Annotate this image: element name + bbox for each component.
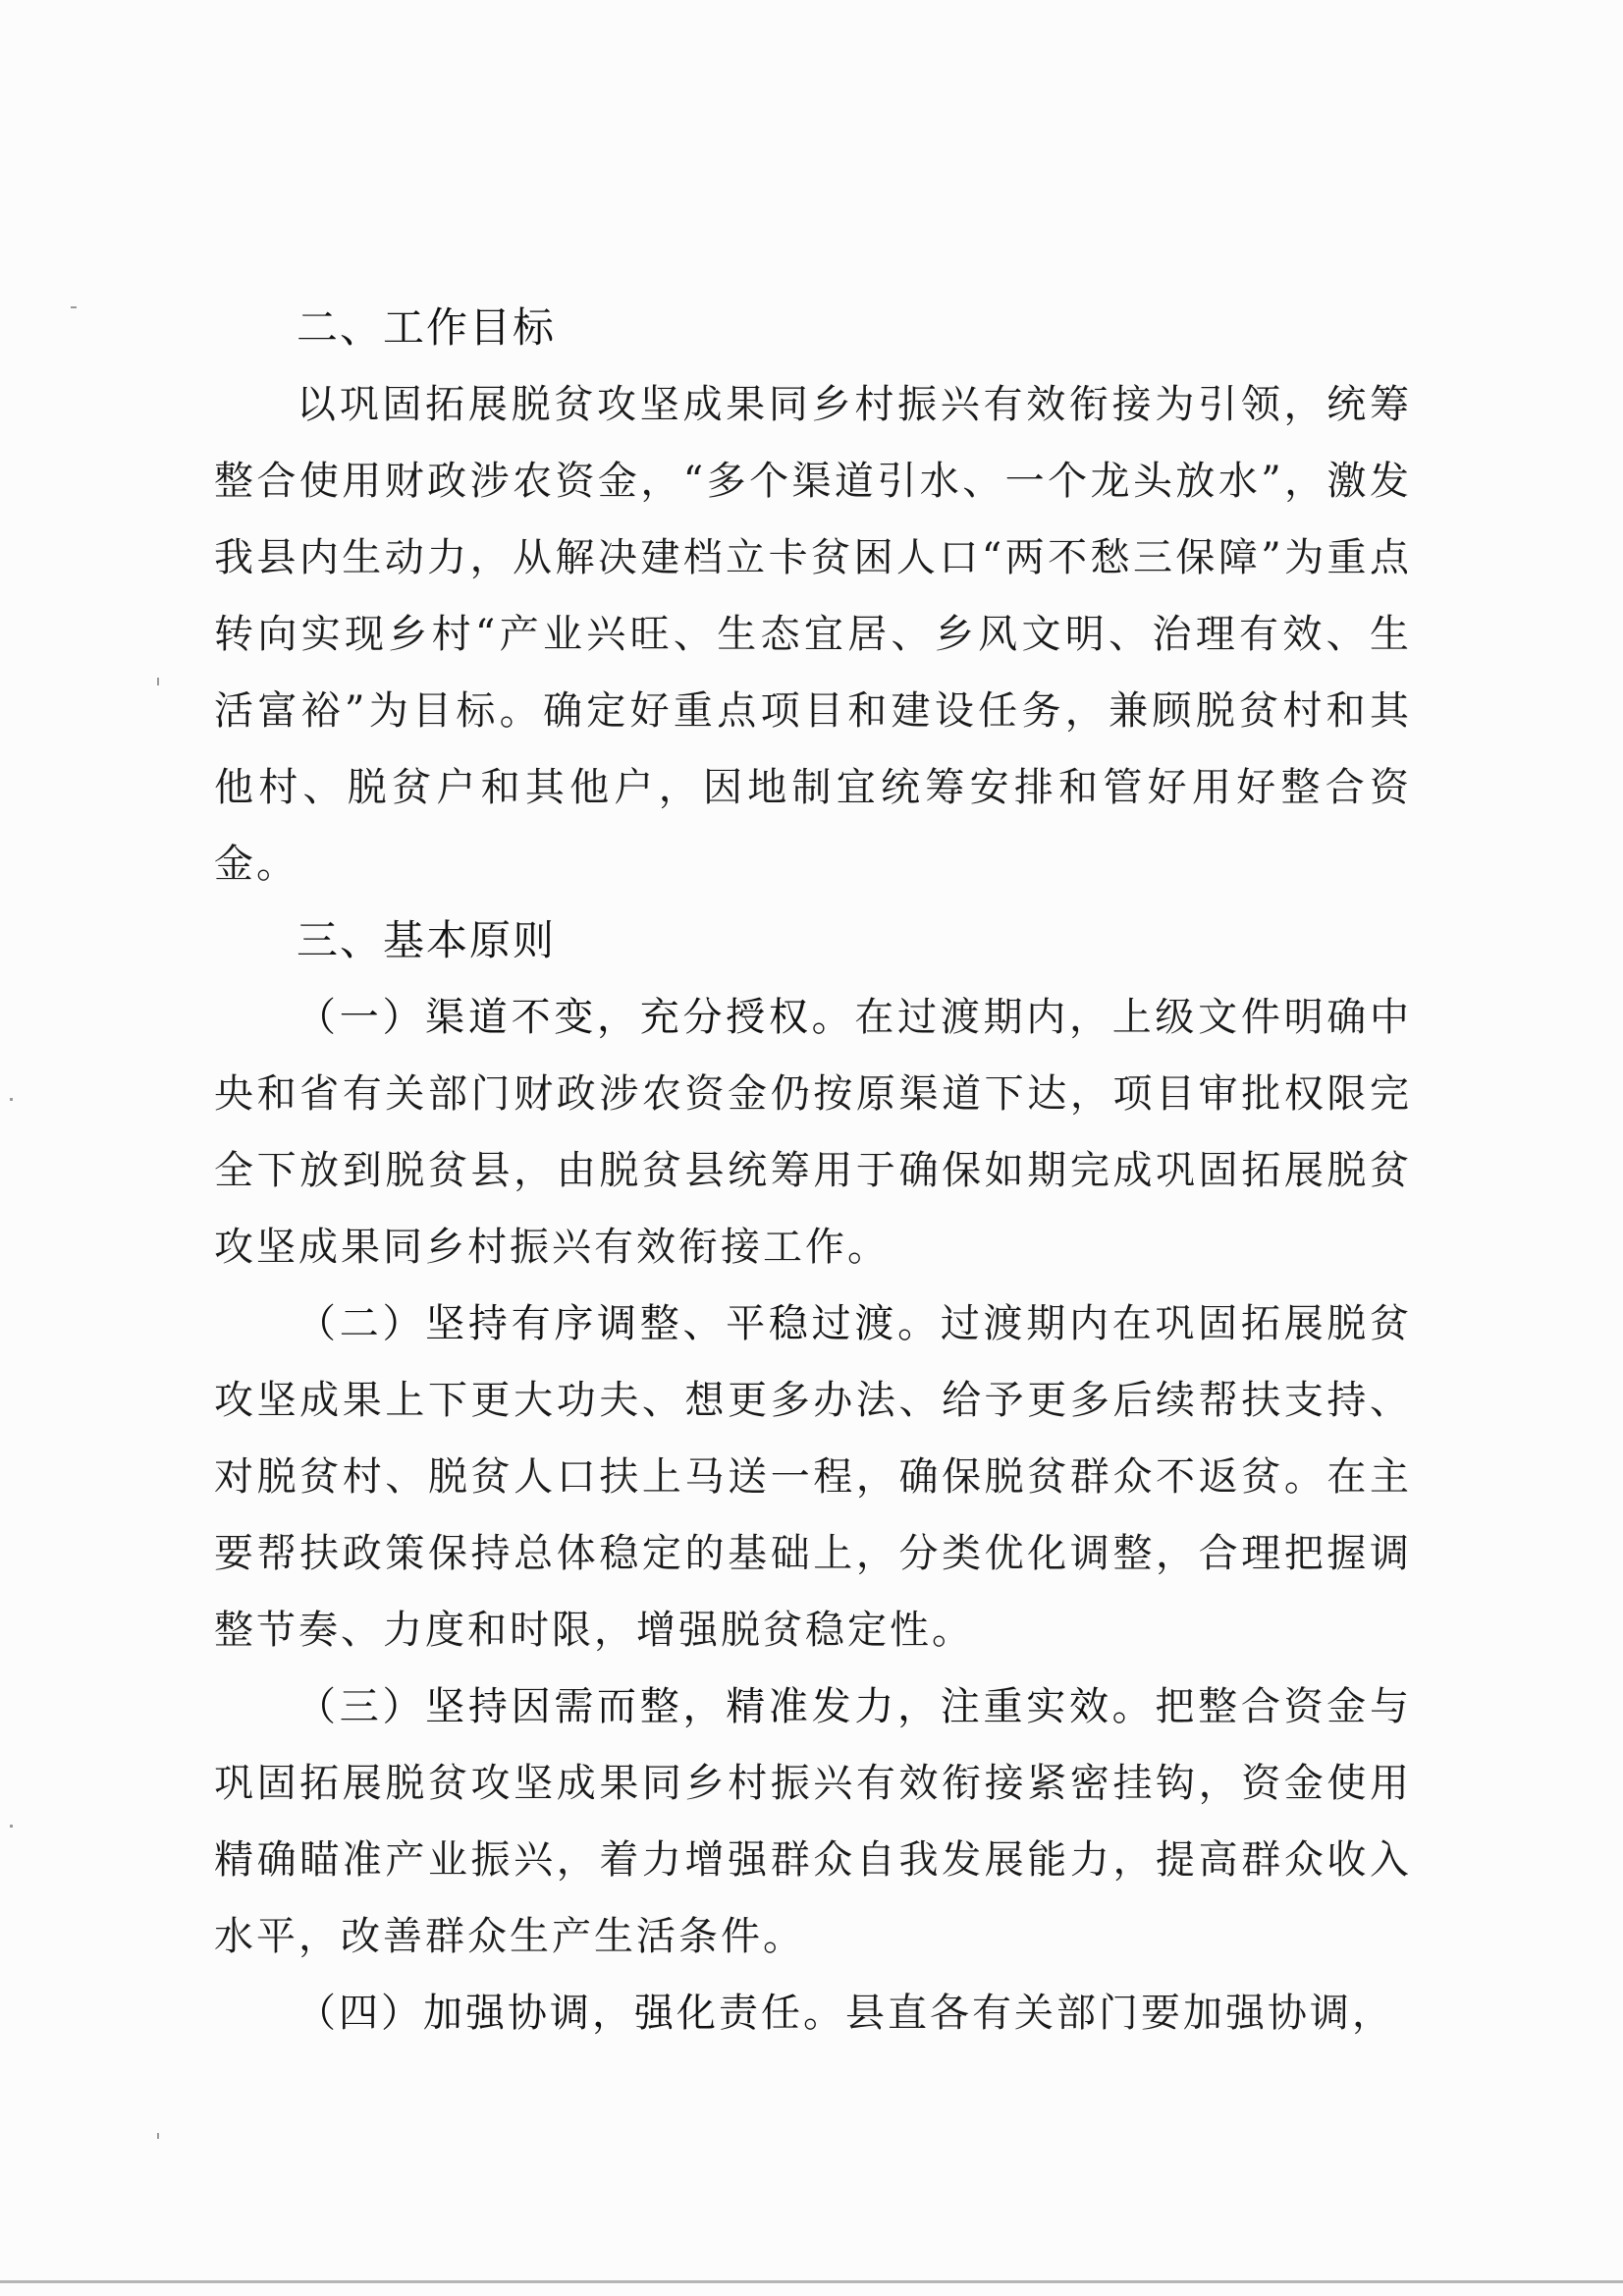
scan-mark [157, 2133, 159, 2139]
principle-1-lead: （一）渠道不变，充分授权。 [297, 995, 855, 1040]
paragraph-principle-4 [214, 1975, 1412, 2051]
paragraph-work-goals [214, 366, 1412, 902]
document-body [214, 290, 1412, 2051]
scan-mark [10, 1098, 13, 1101]
principle-3-lead: （三）坚持因需而整，精准发力，注重实效。 [297, 1684, 1156, 1729]
section-heading-basic-principles: 三、基本原则 [297, 916, 557, 964]
principle-2-lead: （二）坚持有序调整、平稳过渡。 [297, 1301, 941, 1346]
principle-1-text: 在过渡期内，上级文件明确中央和省有关部门财政涉农资金仍按原渠道下达，项目审批权限完全下放到脱贫县，由脱贫县统筹用于确保如期完成巩固拓展脱贫攻坚成果同乡村振兴有效衔接工作。 [214, 995, 1413, 1270]
scan-mark [71, 306, 77, 308]
paragraph-principle-1 [214, 979, 1412, 1285]
paragraph-text: 以巩固拓展脱贫攻坚成果同乡村振兴有效衔接为引领，统筹整合使用财政涉农资金，“多个渠道引水、一个龙头放水”，激发我县内生动力，从解决建档立卡贫困人口“两不愁三保障”为重点转向实现乡村“产业兴旺、生态宜居、乡风文明、治理有效、生活富裕”为目标。确定好重点项目和建设任务，兼顾脱贫村和其他村、脱贫户和其他户，因地制宜统筹安排和管好用好整合资金。 [214, 382, 1412, 887]
principle-3-text: 把整合资金与巩固拓展脱贫攻坚成果同乡村振兴有效衔接紧密挂钩，资金使用精确瞄准产业振兴，着力增强群众自我发展能力，提高群众收入水平，改善群众生产生活条件。 [214, 1684, 1413, 1959]
section-heading-work-goals: 二、工作目标 [297, 303, 557, 352]
scan-mark [157, 678, 159, 685]
scan-bottom-edge [0, 2280, 1623, 2283]
paragraph-principle-2 [214, 1285, 1412, 1668]
scan-mark [10, 1825, 13, 1828]
principle-4-lead: （四）加强协调，强化责任。 [297, 1991, 845, 2036]
principle-4-text: 县直各有关部门要加强协调， [845, 1991, 1394, 2036]
principle-2-text: 过渡期内在巩固拓展脱贫攻坚成果上下更大功夫、想更多办法、给予更多后续帮扶支持、对脱贫村、脱贫人口扶上马送一程，确保脱贫群众不返贫。在主要帮扶政策保持总体稳定的基础上，分类优化调整，合理把握调整节奏、力度和时限，增强脱贫稳定性。 [214, 1301, 1413, 1653]
paragraph-principle-3 [214, 1668, 1412, 1975]
